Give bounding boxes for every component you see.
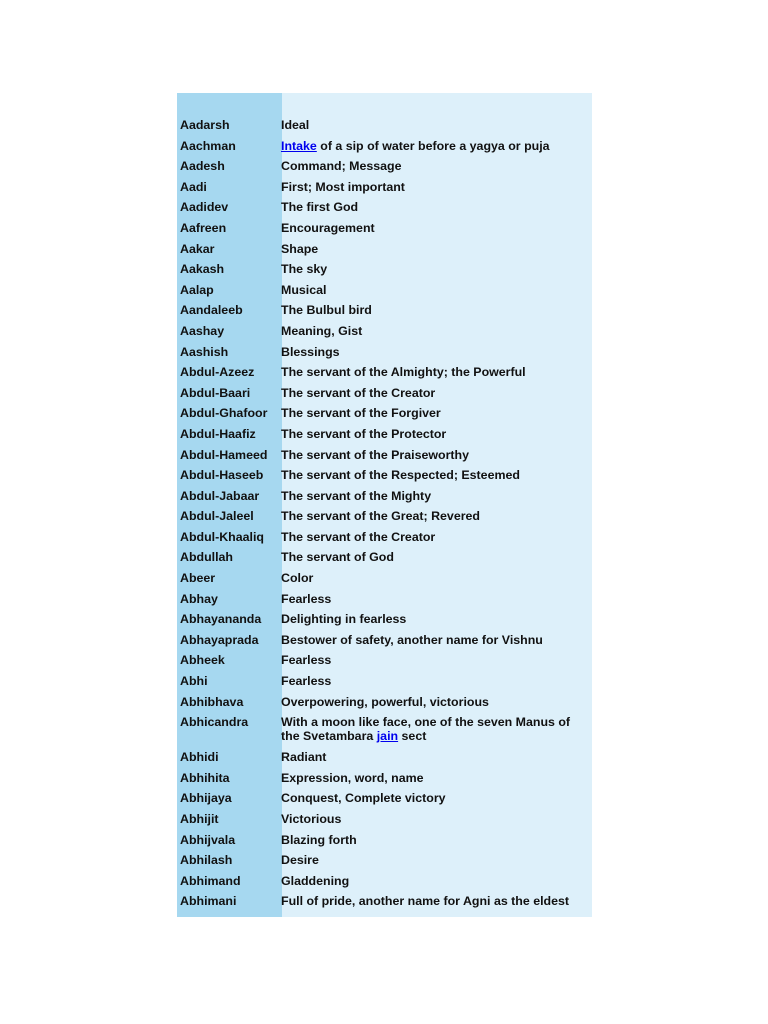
name-cell: Abhicandra <box>180 715 249 730</box>
name-cell: Aakash <box>180 262 225 277</box>
table-row <box>177 713 592 748</box>
table-row <box>177 219 592 240</box>
meaning-cell: Musical <box>281 282 327 297</box>
meaning-cell: Gladdening <box>281 873 350 888</box>
name-cell: Abdul-Khaaliq <box>180 529 264 544</box>
name-cell: Aashay <box>180 323 225 338</box>
name-cell: Aachman <box>180 138 236 153</box>
meaning-cell: The servant of the Forgiver <box>281 406 441 421</box>
table-row <box>177 748 592 769</box>
meaning-cell: First; Most important <box>281 179 405 194</box>
name-cell: Aafreen <box>180 220 227 235</box>
table-row <box>177 872 592 893</box>
meaning-cell: Desire <box>281 853 319 868</box>
meaning-cell <box>276 713 592 748</box>
table-row <box>177 281 592 302</box>
table-row <box>177 631 592 652</box>
meaning-cell: The servant of the Creator <box>281 385 436 400</box>
meaning-cell: Radiant <box>281 750 327 765</box>
table-row <box>177 693 592 714</box>
meaning-link[interactable]: Intake <box>281 138 317 153</box>
meaning-cell: The Bulbul bird <box>281 303 372 318</box>
table-row <box>177 610 592 631</box>
table-row <box>177 301 592 322</box>
meaning-cell: Color <box>281 571 314 586</box>
name-cell: Abhimand <box>180 873 241 888</box>
table-row <box>177 178 592 199</box>
table-row <box>177 116 592 137</box>
table-row <box>177 769 592 790</box>
table-row <box>177 672 592 693</box>
table-row <box>177 157 592 178</box>
name-cell: Aandaleeb <box>180 303 243 318</box>
name-cell: Abheek <box>180 653 225 668</box>
meaning-text: With a moon like face, one of the seven Manus of the Svetambara <box>281 715 571 744</box>
name-cell: Aadesh <box>180 159 225 174</box>
table-row <box>177 851 592 872</box>
name-cell: Abhimani <box>180 894 237 909</box>
table-row <box>177 528 592 549</box>
meaning-cell: Encouragement <box>281 220 375 235</box>
name-cell: Aadarsh <box>180 118 230 132</box>
meaning-cell: Fearless <box>281 653 332 668</box>
table-row <box>177 487 592 508</box>
table-row <box>177 137 592 158</box>
name-cell: Abdul-Hameed <box>180 447 268 462</box>
meaning-cell: The servant of the Respected; Esteemed <box>281 468 520 483</box>
meaning-cell: The servant of God <box>281 550 394 565</box>
name-cell: Abdul-Jaleel <box>180 509 254 524</box>
name-cell: Abhihita <box>180 770 230 785</box>
name-cell: Abdul-Jabaar <box>180 488 260 503</box>
table-row <box>177 507 592 528</box>
meaning-cell: Shape <box>281 241 319 256</box>
name-cell: Abhijvala <box>180 832 236 847</box>
meaning-cell: The servant of the Great; Revered <box>281 509 481 524</box>
name-cell: Abdul-Azeez <box>180 365 255 380</box>
table-row <box>177 240 592 261</box>
name-cell: Abhilash <box>180 853 233 868</box>
meaning-cell: Meaning, Gist <box>281 323 363 338</box>
table-row <box>177 892 592 913</box>
meaning-cell: The servant of the Creator <box>281 529 436 544</box>
name-cell: Abhijaya <box>180 791 232 806</box>
name-cell: Aashish <box>180 344 229 359</box>
table-row <box>177 343 592 364</box>
table-row <box>177 569 592 590</box>
name-cell: Abhijit <box>180 812 219 826</box>
meaning-text: sect <box>398 729 427 744</box>
name-cell: Aakar <box>180 241 215 256</box>
meaning-cell: Expression, word, name <box>281 770 424 785</box>
meaning-cell: Delighting in fearless <box>281 612 407 627</box>
table-row <box>177 260 592 281</box>
meaning-cell: Blazing forth <box>281 832 357 847</box>
meaning-cell: Command; Message <box>281 159 402 174</box>
table-row <box>177 446 592 467</box>
meaning-cell: Full of pride, another name for Agni as the eldest <box>281 894 570 909</box>
table-row <box>177 404 592 425</box>
meaning-cell: The first God <box>281 200 359 215</box>
name-cell: Abdul-Haafiz <box>180 426 256 441</box>
table-row <box>177 363 592 384</box>
meaning-cell: Ideal <box>281 118 310 132</box>
meaning-cell: The servant of the Mighty <box>281 488 432 503</box>
name-cell: Abeer <box>180 571 216 586</box>
meaning-cell: The sky <box>281 262 328 277</box>
name-cell: Abhi <box>180 674 208 689</box>
name-cell: Abhay <box>180 591 218 606</box>
table-row <box>177 322 592 343</box>
meaning-cell: Blessings <box>281 344 340 359</box>
name-cell: Abdul-Haseeb <box>180 468 264 483</box>
meaning-cell <box>276 137 592 158</box>
meaning-cell: Overpowering, powerful, victorious <box>281 694 489 709</box>
name-cell: Abhayananda <box>180 612 262 627</box>
table-row <box>177 789 592 810</box>
table-row <box>177 831 592 852</box>
meaning-cell: The servant of the Praiseworthy <box>281 447 469 462</box>
name-cell: Abhidi <box>180 750 219 765</box>
table-row <box>177 651 592 672</box>
meaning-link[interactable]: jain <box>376 729 399 744</box>
table-row <box>177 466 592 487</box>
meaning-text: of a sip of water before a yagya or puja <box>316 138 550 153</box>
name-cell: Abdul-Ghafoor <box>180 406 268 421</box>
table-row <box>177 590 592 611</box>
names-table <box>177 93 592 917</box>
meaning-cell: Victorious <box>281 812 342 826</box>
name-cell: Aalap <box>180 282 214 297</box>
name-cell: Aadidev <box>180 200 229 215</box>
table-row <box>177 425 592 446</box>
table-row <box>177 548 592 569</box>
name-cell: Abdul-Baari <box>180 385 251 400</box>
meaning-cell: Bestower of safety, another name for Vishnu <box>281 632 543 647</box>
table-row <box>177 384 592 405</box>
meaning-cell: Fearless <box>281 591 332 606</box>
name-cell: Abhayaprada <box>180 632 259 647</box>
table-row <box>177 810 592 831</box>
meaning-cell: Conquest, Complete victory <box>281 791 446 806</box>
table-row <box>177 198 592 219</box>
name-cell: Abdullah <box>180 550 233 565</box>
name-cell: Aadi <box>180 179 207 194</box>
meaning-cell: The servant of the Almighty; the Powerful <box>281 365 526 380</box>
meaning-cell: The servant of the Protector <box>281 426 447 441</box>
name-cell: Abhibhava <box>180 694 244 709</box>
names-meanings-table <box>177 116 592 913</box>
meaning-cell: Fearless <box>281 674 332 689</box>
